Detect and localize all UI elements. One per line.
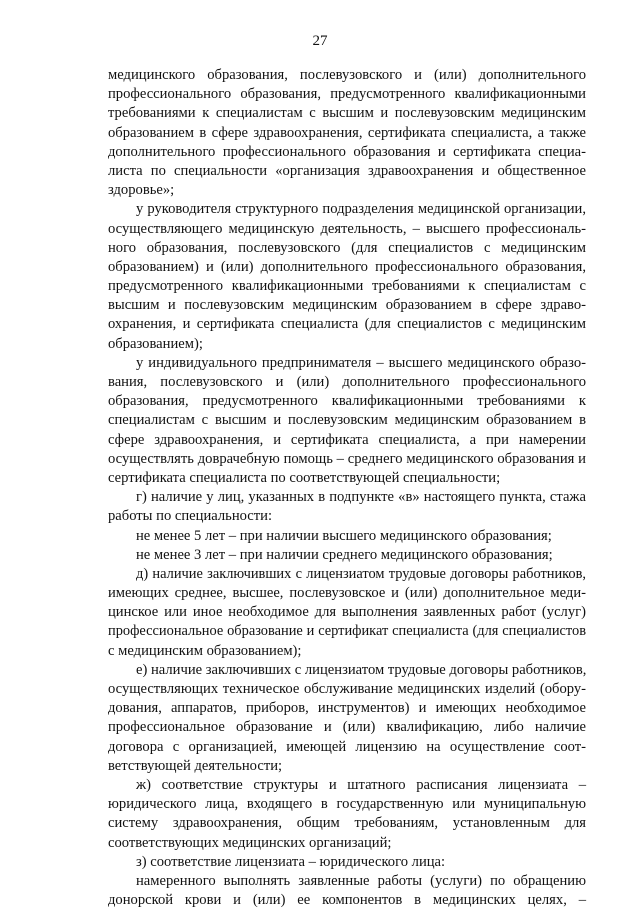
text-line: д) наличие заключивших с лицензиатом трудовые договоры работников, (136, 565, 586, 582)
text-line: образованием в сфере здравоохранения, сертификата специалиста, а также (108, 124, 586, 141)
text-line: договора с организацией, имеющей лицензию на осуществление соот- (108, 738, 586, 755)
text-line: ного образования, послевузовского (для специалистов с медицинским (108, 239, 586, 256)
text-line: цинское или иное необходимое для выполнения заявленных работ (услуг) (108, 604, 586, 621)
text-line: ветствующей деятельности; (108, 757, 283, 774)
text-line: сфере здравоохранения, и сертификата специалиста, а при намерении (108, 431, 586, 448)
text-line: образованием) и (или) дополнительного профессионального образования, (108, 258, 586, 275)
text-line: образованием); (108, 335, 203, 352)
text-line: предусмотренного квалификационными требованиями к специалистам с (108, 278, 586, 295)
text-line: требованиями к специалистам с высшим и послевузовским медицинским (108, 105, 586, 122)
text-line: вания, послевузовского и (или) дополнительного профессионального (108, 374, 586, 390)
text-line: е) наличие заключивших с лицензиатом трудовые договоры работников, (136, 661, 587, 678)
text-line: дополнительного профессионального образования и сертификата специа- (108, 143, 586, 160)
text-line: здоровье»; (108, 182, 175, 199)
text-line: высшим и послевузовским медицинским образованием в сфере здраво- (108, 297, 586, 314)
text-line: имеющих среднее, высшее, послевузовское и (или) дополнительное меди- (108, 585, 586, 602)
text-line: работы по специальности: (108, 508, 273, 525)
text-line: г) наличие у лиц, указанных в подпункте «в» настоящего пункта, стажа (136, 489, 586, 506)
text-line: листа по специальности «организация здравоохранения и общественное (108, 162, 586, 179)
text-line: не менее 3 лет – при наличии среднего медицинского образования; (136, 546, 553, 563)
text-line: юридического лица, входящего в государственную или муниципальную (108, 796, 586, 813)
text-line: у руководителя структурного подразделения медицинской организации, (136, 201, 586, 218)
text-line: з) соответствие лицензиата – юридического лица: (136, 853, 446, 870)
text-line: у индивидуального предпринимателя – высшего медицинского образо- (136, 354, 586, 371)
text-line: профессиональное образование и сертификат специалиста (для специалистов (108, 623, 586, 640)
text-line: медицинского образования, послевузовского и (или) дополнительного (108, 67, 586, 83)
text-line: профессиональное образование и (или) квалификацию, либо наличие (108, 719, 586, 736)
text-line: не менее 5 лет – при наличии высшего медицинского образования; (136, 527, 552, 544)
text-line: сертификата специалиста по соответствующей специальности; (108, 469, 501, 486)
text-line: профессионального образования, предусмотренного квалификационными (108, 86, 586, 103)
text-line: специалистам с высшим и послевузовским медицинским образованием в (108, 412, 586, 429)
page-number: 27 (312, 33, 328, 49)
text-line: систему здравоохранения, общим требованиям, установленным для (108, 815, 586, 832)
document-body (108, 66, 586, 910)
text-line: с медицинским образованием); (108, 642, 302, 659)
text-line: донорской крови и (или) ее компонентов в медицинских целях, – (108, 892, 586, 909)
text-line: соответствующих медицинских организаций; (108, 834, 392, 851)
text-line: дования, аппаратов, приборов, инструментов) и имеющих необходимое (108, 700, 586, 717)
text-line: охранения, и сертификата специалиста (для специалистов с медицинским (108, 316, 586, 333)
text-line: ж) соответствие структуры и штатного расписания лицензиата – (136, 776, 586, 793)
text-line: осуществлять доврачебную помощь – среднего медицинского образования и (108, 450, 586, 467)
text-line: образования, предусмотренного квалификационными требованиями к (108, 393, 586, 410)
text-line: осуществляющего медицинскую деятельность, – высшего профессиональ- (108, 220, 586, 237)
text-line: осуществляющих техническое обслуживание медицинских изделий (обору- (108, 681, 586, 697)
text-line: намеренного выполнять заявленные работы (услуги) по обращению (136, 872, 586, 889)
